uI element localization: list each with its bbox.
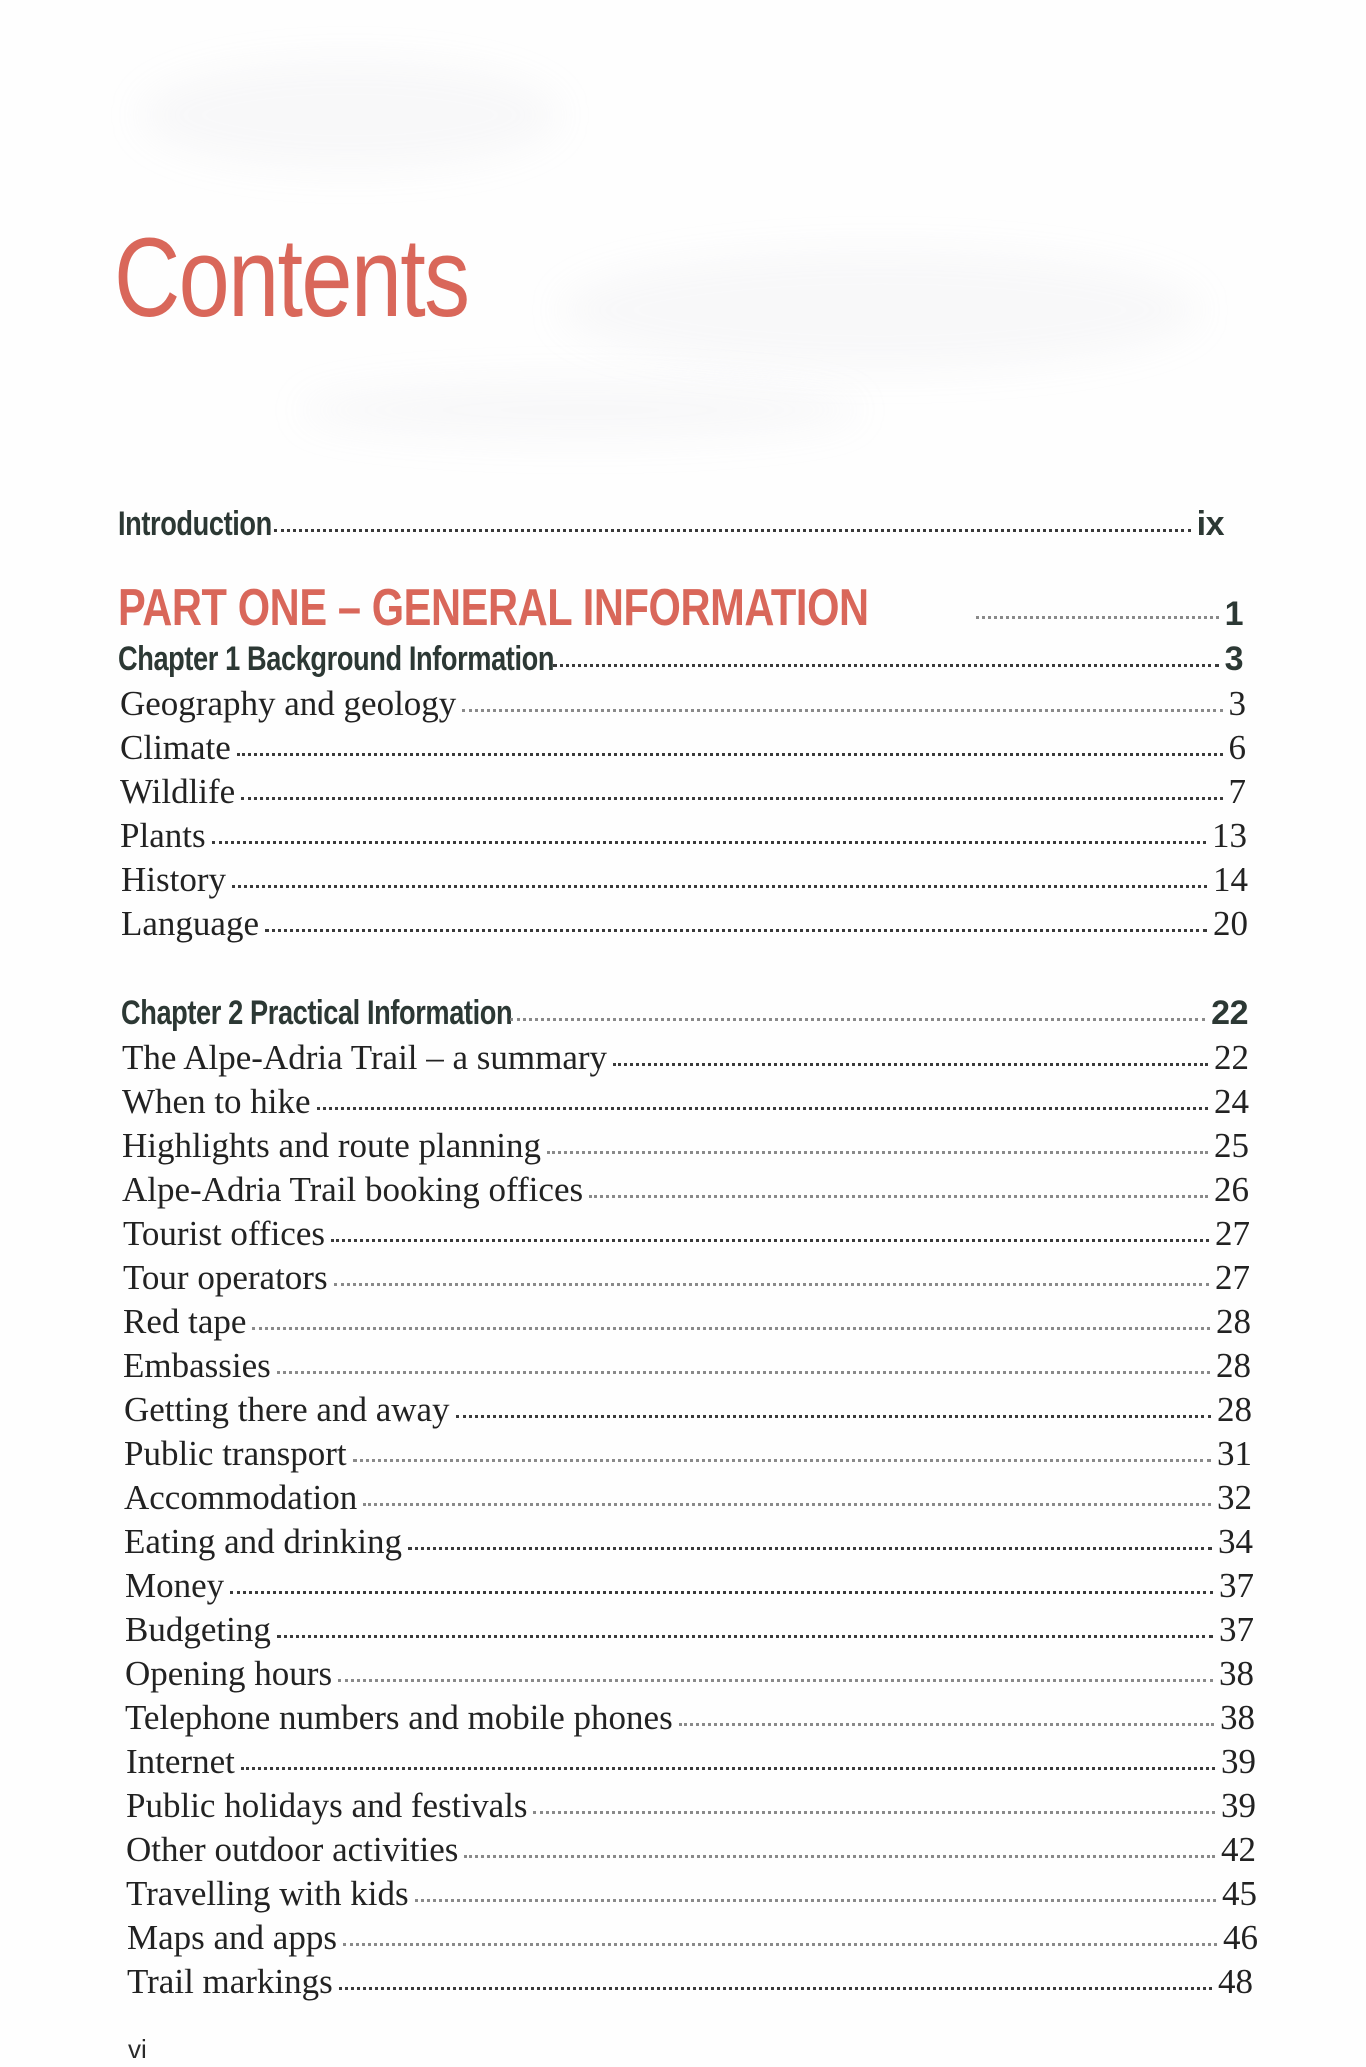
toc-label: Language [121,904,259,943]
dot-leader [334,1283,1209,1286]
toc-page-number: 31 [1217,1434,1252,1473]
toc-page-number: 45 [1222,1874,1257,1913]
dot-leader [277,1371,1210,1374]
dot-leader [510,1018,1205,1021]
toc-entry[interactable] [127,1918,1258,1962]
toc-page-number: 25 [1214,1126,1249,1165]
toc-label: Wildlife [120,772,236,811]
toc-entry[interactable] [122,1038,1249,1082]
toc-label: Introduction [118,505,272,543]
scan-smudge [140,60,560,170]
toc-entry[interactable] [123,1258,1250,1302]
dot-leader [408,1547,1212,1550]
toc-page-number: 13 [1212,816,1247,855]
toc-entry[interactable] [120,728,1246,772]
toc-entry[interactable] [120,684,1246,728]
toc-label: Money [125,1566,225,1605]
dot-leader [343,1943,1217,1946]
dot-leader [456,1415,1211,1418]
toc-page-number: 37 [1219,1610,1254,1649]
toc-label: Geography and geology [120,684,457,723]
part-heading: PART ONE – GENERAL INFORMATION [118,579,869,637]
toc-entry[interactable] [125,1566,1254,1610]
page-folio: vi [128,2034,147,2064]
toc-page-number: 7 [1228,772,1246,811]
toc-page-number: 48 [1218,1962,1253,2001]
toc-label: When to hike [122,1082,311,1121]
dot-leader [232,885,1207,888]
page-title: Contents [114,215,469,340]
toc-label: Plants [120,816,206,855]
toc-page-number: 32 [1217,1478,1252,1517]
toc-page-number: 39 [1221,1786,1256,1825]
toc-entry[interactable] [122,1170,1249,1214]
toc-page-number: 22 [1214,1038,1249,1077]
toc-entry[interactable] [126,1742,1256,1786]
toc-entry[interactable] [125,1610,1254,1654]
toc-row-part-one[interactable] [118,578,1243,637]
dot-leader [241,797,1222,800]
toc-row-chapter-2[interactable] [121,994,1248,1038]
toc-entry[interactable] [124,1478,1252,1522]
dot-leader [464,1855,1215,1858]
dot-leader [338,1679,1213,1682]
toc-page-number: 3 [1228,684,1246,723]
dot-leader [331,1239,1209,1242]
dot-leader [353,1459,1211,1462]
toc-page-number: 28 [1217,1390,1252,1429]
toc-page-number: 20 [1213,904,1248,943]
dot-leader [277,1635,1213,1638]
toc-label: Highlights and route planning [122,1126,541,1165]
toc-label: Tour operators [123,1258,328,1297]
toc-label: History [121,860,226,899]
dot-leader [533,1811,1215,1814]
toc-label: Accommodation [124,1478,358,1517]
dot-leader [230,1591,1213,1594]
toc-entry[interactable] [123,1346,1251,1390]
toc-entry[interactable] [126,1874,1257,1918]
toc-entry[interactable] [121,860,1248,904]
toc-entry[interactable] [120,816,1247,860]
dot-leader [241,1767,1215,1770]
toc-entry[interactable] [124,1522,1253,1566]
toc-page-number: 6 [1228,728,1246,767]
toc-label: Opening hours [125,1654,333,1693]
toc-page-number: 39 [1221,1742,1256,1781]
toc-page-number: 37 [1219,1566,1254,1605]
dot-leader [415,1899,1216,1902]
toc-page-number: 26 [1214,1170,1249,1209]
toc-entry[interactable] [123,1214,1250,1258]
toc-label: Red tape [123,1302,247,1341]
toc-label: Travelling with kids [126,1874,409,1913]
dot-leader [613,1063,1208,1066]
toc-page-number: 14 [1213,860,1248,899]
dot-leader [462,709,1222,712]
toc-label: Telephone numbers and mobile phones [125,1698,673,1737]
toc-label: Trail markings [127,1962,333,2001]
toc-entry[interactable] [127,1962,1253,2006]
chapter-heading: Chapter 1 Background Information [118,640,555,678]
toc-entry[interactable] [121,904,1248,948]
dot-leader [553,664,1219,667]
dot-leader [363,1503,1211,1506]
toc-page-number: 34 [1218,1522,1253,1561]
dot-leader [339,1987,1212,1990]
toc-entry[interactable] [124,1434,1252,1478]
toc-entry[interactable] [125,1698,1255,1742]
dot-leader [212,841,1206,844]
dot-leader [976,616,1218,619]
toc-label: Public holidays and festivals [126,1786,528,1825]
toc-label: Eating and drinking [124,1522,403,1561]
dot-leader [237,753,1223,756]
toc-page-number: 24 [1214,1082,1249,1121]
toc-entry[interactable] [126,1786,1256,1830]
toc-label: Getting there and away [124,1390,450,1429]
scan-smudge [300,380,860,440]
toc-row-chapter-1[interactable] [118,640,1243,684]
chapter-heading: Chapter 2 Practical Information [121,994,513,1032]
toc-page-number: 46 [1223,1918,1258,1957]
dot-leader [679,1723,1214,1726]
toc-page-number: 22 [1211,994,1248,1032]
toc-page-number: 3 [1224,640,1243,678]
scan-smudge [560,250,1200,370]
toc-label: Climate [120,728,231,767]
toc-page-number: 27 [1215,1258,1250,1297]
toc-entry[interactable] [126,1830,1256,1874]
dot-leader [274,529,1190,532]
toc-label: Budgeting [125,1610,271,1649]
toc-label: Maps and apps [127,1918,337,1957]
toc-label: Other outdoor activities [126,1830,459,1869]
toc-label: Alpe-Adria Trail booking offices [122,1170,584,1209]
toc-entry[interactable] [124,1390,1252,1434]
toc-entry[interactable] [123,1302,1251,1346]
dot-leader [589,1195,1208,1198]
toc-page-number: 1 [1224,595,1243,633]
toc-label: Embassies [123,1346,271,1385]
toc-page-number: ix [1196,505,1224,543]
toc-entry[interactable] [122,1126,1249,1170]
dot-leader [252,1327,1210,1330]
toc-label: The Alpe-Adria Trail – a summary [122,1038,608,1077]
toc-entry[interactable] [125,1654,1254,1698]
toc-label: Public transport [124,1434,347,1473]
toc-page-number: 38 [1220,1698,1255,1737]
toc-page-number: 38 [1219,1654,1254,1693]
dot-leader [547,1151,1208,1154]
toc-page-number: 28 [1216,1346,1251,1385]
toc-page-number: 42 [1221,1830,1256,1869]
toc-label: Internet [126,1742,235,1781]
toc-entry[interactable] [122,1082,1249,1126]
toc-page-number: 27 [1215,1214,1250,1253]
toc-label: Tourist offices [123,1214,326,1253]
toc-row-introduction[interactable] [118,505,1224,549]
toc-entry[interactable] [120,772,1246,816]
dot-leader [265,929,1207,932]
dot-leader [317,1107,1208,1110]
toc-page-number: 28 [1216,1302,1251,1341]
